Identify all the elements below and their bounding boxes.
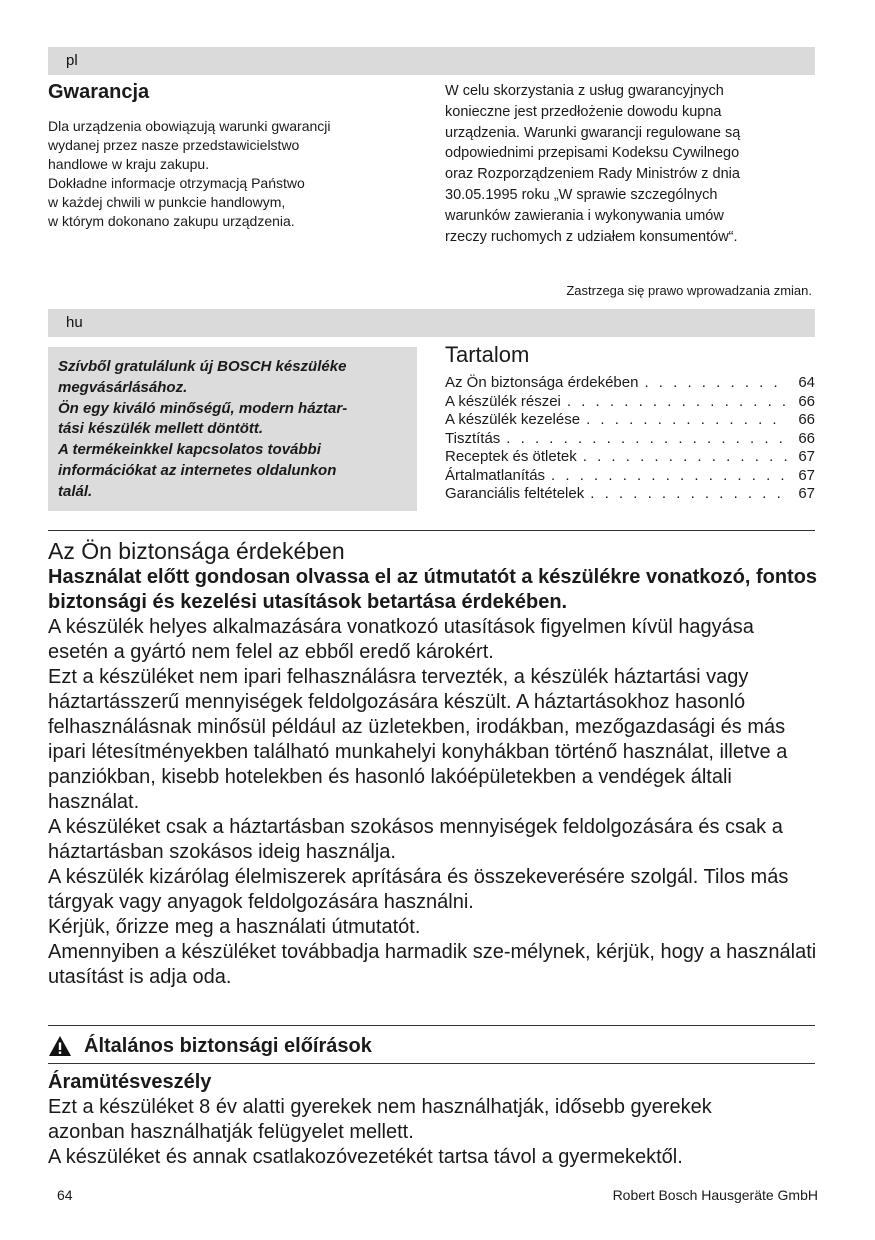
toc-item-label: Tisztítás bbox=[445, 429, 501, 447]
toc-row bbox=[445, 485, 815, 504]
toc-item-page: 67 bbox=[798, 485, 815, 502]
section-divider bbox=[48, 1025, 815, 1026]
toc-item-label: Garanciális feltételek bbox=[445, 485, 585, 502]
warning-triangle-icon bbox=[48, 1035, 72, 1057]
warranty-left-text: Dla urządzenia obowiązują warunki gwarancji wydanej przez nasze przedstawicielstwo handlowe w kraju zakupu. Dokładne informacje otrzymacją Państwo w każdej chwili w punkcie handlowym, w którym dokonano zakupu urządzenia. bbox=[48, 118, 331, 229]
general-safety-header bbox=[48, 1033, 815, 1059]
toc-title: Tartalom bbox=[445, 342, 530, 367]
toc-item-label: Ártalmatlanítás bbox=[445, 466, 546, 484]
footer-company: Robert Bosch Hausgeräte GmbH bbox=[612, 1187, 818, 1203]
toc-leader-dots bbox=[506, 430, 787, 449]
toc-leader-dots bbox=[644, 374, 787, 393]
toc-item-label: Receptek és ötletek bbox=[445, 448, 577, 465]
toc-leader-dots bbox=[590, 485, 787, 504]
toc-row bbox=[445, 393, 815, 412]
safety-lead: Használat előtt gondosan olvassa el az útmutatót a készülékre vonatkozó, fontos biztonsági és kezelési utasítások betartása érdekében. bbox=[48, 566, 818, 613]
toc-leader-dots bbox=[551, 467, 787, 486]
toc-item-page: 67 bbox=[798, 448, 815, 465]
table-of-contents bbox=[445, 341, 815, 504]
safety-paragraph: Ezt a készüléket nem ipari felhasználásra tervezték, a készülék háztartási vagy háztartásszerű mennyiségek feldolgozására készült. A háztartásokhoz hasonló felhasználásnak minősül például az üzletekben, irodákban, mezőgazdasági és más ipari létesítményekben található munkahelyi konyhákban történő használat, illetve a panziókban, kisebb hotelekben és hasonló lakóépületekben a vendégek általi használat. bbox=[48, 666, 788, 813]
safety-paragraph: A készülék helyes alkalmazására vonatkozó utasítások figyelmen kívül hagyása esetén a gyártó nem felel az ebből eredő károkért. bbox=[48, 616, 754, 663]
language-code-pl: pl bbox=[66, 52, 78, 69]
warranty-left-column bbox=[48, 80, 408, 231]
warranty-title: Gwarancja bbox=[48, 81, 150, 103]
toc-item-page: 67 bbox=[798, 466, 815, 484]
toc-item-page: 66 bbox=[798, 411, 815, 428]
safety-paragraph: A készüléket csak a háztartásban szokásos mennyiségek feldolgozására és csak a háztartásban szokásos ideig használja. bbox=[48, 816, 783, 863]
congrats-text: Szívből gratulálunk új BOSCH készüléke megvásárlásához. Ön egy kiváló minőségű, modern háztar- tási készülék mellett döntött. A termékeinkkel kapcsolatos további információkat az internetes oldalunkon talál. bbox=[58, 358, 348, 500]
general-safety-title: Általános biztonsági előírások bbox=[84, 1035, 372, 1057]
warranty-right-text: W celu skorzystania z usług gwarancyjnych konieczne jest przedłożenie dowodu kupna urządzenia. Warunki gwarancji regulowane są odpowiednimi przepisami Kodeksu Cywilnego oraz Rozporządzeniem Rady Ministrów z dnia 30.05.1995 roku „W sprawie szczególnych warunków zawierania i wykonywania umów rzeczy ruchomych z udziałem konsumentów“. bbox=[445, 83, 741, 245]
language-bar-hu bbox=[48, 309, 815, 337]
toc-item-page: 66 bbox=[798, 392, 815, 410]
shock-section bbox=[48, 1070, 818, 1170]
toc-item-label: A készülék kezelése bbox=[445, 411, 581, 428]
page-number: 64 bbox=[57, 1187, 73, 1203]
safety-heading: Az Ön biztonsága érdekében bbox=[48, 538, 345, 564]
reserve-note: Zastrzega się prawo wprowadzania zmian. bbox=[566, 283, 812, 298]
toc-row bbox=[445, 411, 815, 430]
toc-leader-dots bbox=[567, 393, 787, 412]
section-divider bbox=[48, 1063, 815, 1064]
language-code-hu: hu bbox=[66, 314, 83, 331]
section-divider bbox=[48, 530, 815, 531]
language-bar-pl bbox=[48, 47, 815, 75]
safety-paragraph: Kérjük, őrizze meg a használati útmutatót. bbox=[48, 916, 421, 938]
congrats-box bbox=[48, 347, 417, 511]
shock-title: Áramütésveszély bbox=[48, 1071, 212, 1093]
toc-row bbox=[445, 448, 815, 467]
safety-paragraph: Amennyiben a készüléket továbbadja harmadik sze-mélynek, kérjük, hogy a használati utasítást is adja oda. bbox=[48, 941, 817, 988]
safety-section bbox=[48, 537, 818, 990]
toc-leader-dots bbox=[583, 448, 787, 467]
toc-item-label: Az Ön biztonsága érdekében bbox=[445, 374, 639, 391]
warranty-right-column bbox=[445, 81, 815, 247]
toc-row bbox=[445, 467, 815, 486]
toc-item-page: 66 bbox=[798, 429, 815, 447]
toc-item-label: A készülék részei bbox=[445, 392, 561, 410]
safety-paragraph: A készülék kizárólag élelmiszerek aprítására és összekeverésére szolgál. Tilos más tárgyak vagy anyagok feldolgozására használni. bbox=[48, 866, 789, 913]
toc-row bbox=[445, 430, 815, 449]
shock-text: Ezt a készüléket 8 év alatti gyerekek nem használhatják, idősebb gyerekek azonban használhatják felügyelet mellett. A készüléket és annak csatlakozóvezetékét tartsa távol a gyermekektől. bbox=[48, 1096, 712, 1168]
toc-leader-dots bbox=[586, 411, 787, 430]
toc-item-page: 64 bbox=[798, 374, 815, 391]
toc-row bbox=[445, 374, 815, 393]
